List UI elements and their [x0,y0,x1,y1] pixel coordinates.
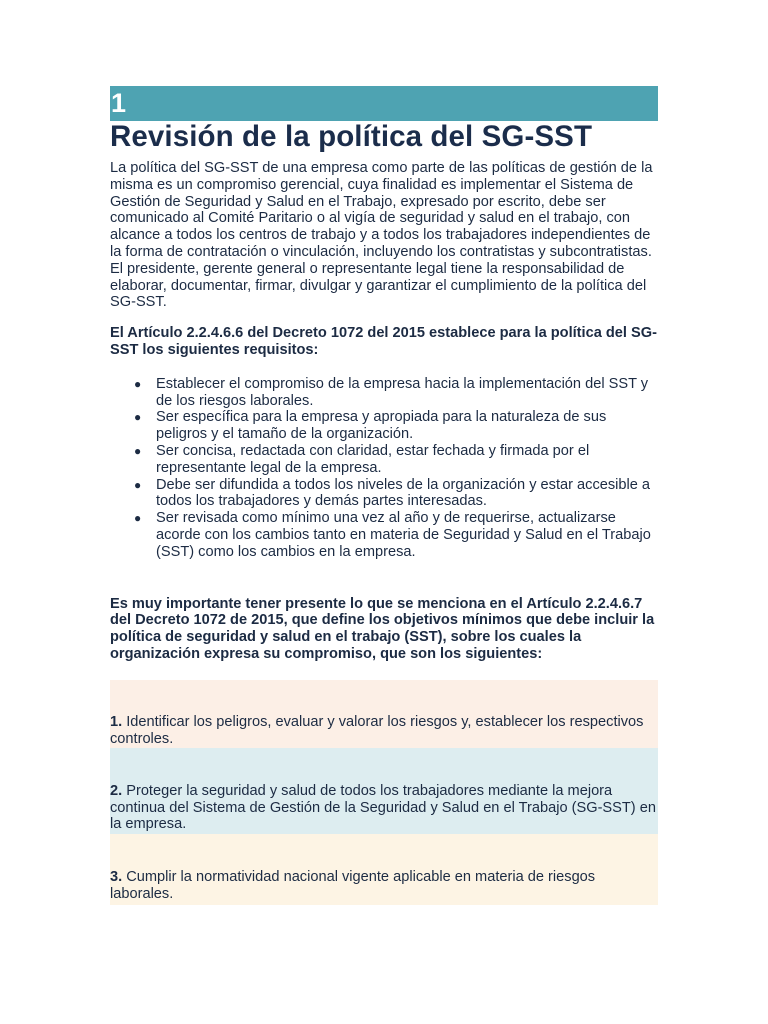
document-page [110,86,658,905]
list-item [110,510,658,560]
list-item-text: Ser concisa, redactada con claridad, estar fechada y firmada por el representante legal de la empresa. [156,442,590,476]
important-note: Es muy importante tener presente lo que se menciona en el Artículo 2.2.4.6.7 del Decreto 1072 de 2015, que define los objetivos mínimos que debe incluir la política de seguridad y salud en el trabajo (SST), sobre los cuales la organización expresa su compromiso, que son los siguientes: [110,595,655,662]
objective-box [110,680,658,748]
objective-text: Proteger la seguridad y salud de todos los trabajadores mediante la mejora continua del Sistema de Gestión de la Seguridad y Salud en el Trabajo (SG-SST) en la empresa. [110,782,656,833]
objective-text: Cumplir la normatividad nacional vigente aplicable en materia de riesgos laborales. [110,868,596,902]
list-item [110,409,658,443]
bullet-icon: ● [134,410,142,425]
section-number-bar [110,86,658,121]
list-item [110,477,658,511]
article-intro: El Artículo 2.2.4.6.6 del Decreto 1072 del 2015 establece para la política del SG-SST los siguientes requisitos: [110,325,657,358]
list-item-text: Ser revisada como mínimo una vez al año y de requerirse, actualizarse acorde con los cambios tanto en materia de Seguridad y Salud en el Trabajo (SST) como los cambios en la empresa. [156,510,651,560]
list-item-text: Debe ser difundida a todos los niveles de la organización y estar accesible a todos los trabajadores y demás partes interesadas. [156,476,651,510]
list-item-text: Establecer el compromiso de la empresa hacia la implementación del SST y de los riesgos laborales. [156,375,649,409]
objective-box [110,748,658,834]
objectives-list [110,680,658,905]
requirements-list [110,376,658,561]
bullet-icon: ● [134,376,142,391]
intro-paragraph: La política del SG-SST de una empresa como parte de las políticas de gestión de la misma es un compromiso gerencial, cuya finalidad es implementar el Sistema de Gestión de Seguridad y Salud en el Trabajo, expresado por escrito, debe ser comunicado al Comité Paritario o al vigía de seguridad y salud en el trabajo, con alcance a todos los centros de trabajo y a todos los trabajadores independientes de la forma de contratación o vinculación, incluyendo los contratistas y subcontratistas. El presidente, gerente general o representante legal tiene la responsabilidad de elaborar, documentar, firmar, divulgar y garantizar el cumplimiento de la política del SG-SST. [110,160,653,311]
bullet-icon: ● [134,477,142,492]
objective-box [110,834,658,905]
objective-number: 3. [110,868,123,885]
objective-number: 1. [110,713,123,730]
bullet-icon: ● [134,511,142,526]
objective-text: Identificar los peligros, evaluar y valorar los riesgos y, establecer los respectivos controles. [110,713,644,747]
page-title: Revisión de la política del SG-SST [110,120,593,153]
objective-number: 2. [110,782,123,799]
bullet-icon: ● [134,443,142,458]
section-number: 1 [111,88,127,118]
list-item [110,376,658,410]
list-item [110,443,658,477]
list-item-text: Ser específica para la empresa y apropiada para la naturaleza de sus peligros y el tamaño de la organización. [156,409,607,443]
